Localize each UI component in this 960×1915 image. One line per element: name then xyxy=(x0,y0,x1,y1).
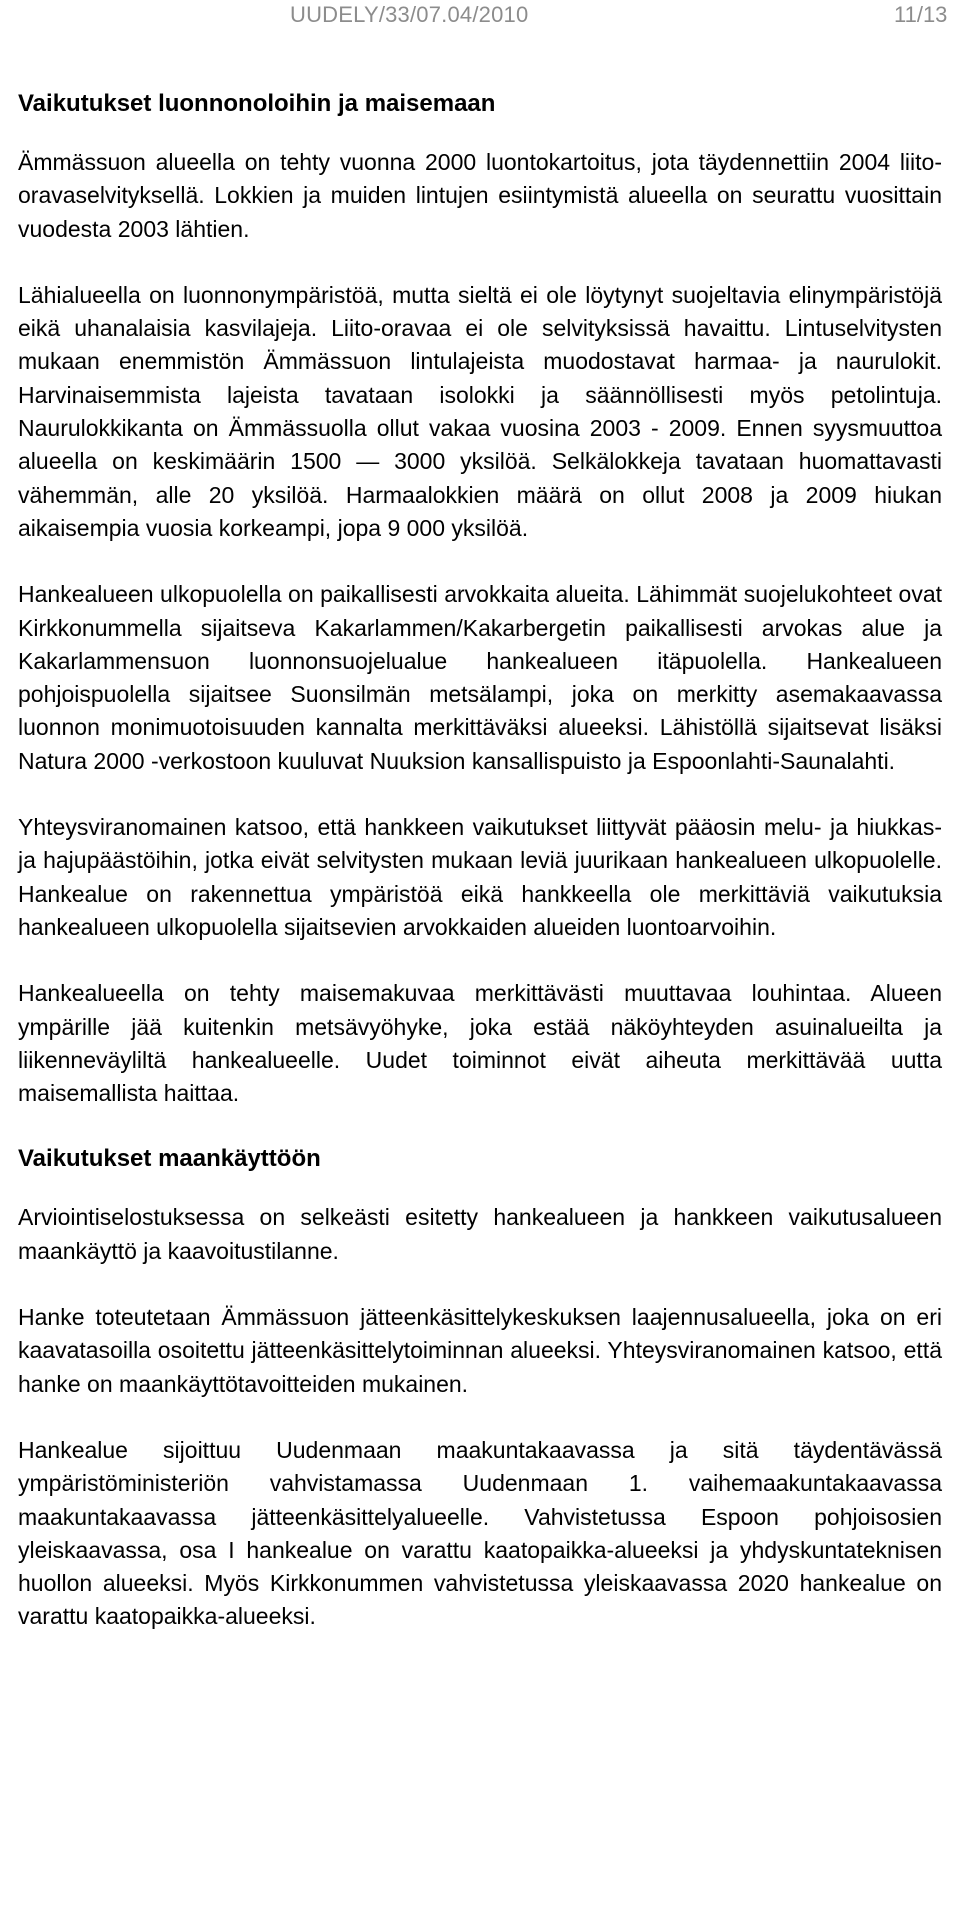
paragraph: Yhteysviranomainen katsoo, että hankkeen vaikutukset liittyvät pääosin melu- ja hiukkas- ja hajupäästöihin, jotka eivät selvitysten mukaan leviä juurikaan hankealueen ulkopuolelle. Hankealue on rakennettua ympäristöä eikä hankkeella ole merkittäviä vaikutuksia hankealueen ulkopuolella sijaitsevien arvokkaiden alueiden luontoarvoihin. xyxy=(18,814,942,940)
paragraph: Hankealue sijoittuu Uudenmaan maakuntakaavassa ja sitä täydentävässä ympäristöministeriön vahvistamassa Uudenmaan 1. vaihemaakuntakaavassa maakuntakaavassa jätteenkäsittelyalueelle. Vahvistetussa Espoon pohjoisosien yleiskaavassa, osa I hankealue on varattu kaatopaikka-alueeksi ja yhdyskuntateknisen huollon alueeksi. Myös Kirkkonummen vahvistetussa yleiskaavassa 2020 hankealue on varattu kaatopaikka-alueeksi. xyxy=(18,1436,942,1630)
section-title-nature: Vaikutukset luonnonoloihin ja maisemaan xyxy=(18,90,496,117)
page-header xyxy=(0,0,960,40)
document-body xyxy=(18,88,942,1667)
document-id: UUDELY/33/07.04/2010 xyxy=(290,2,529,27)
paragraph: Ämmässuon alueella on tehty vuonna 2000 luontokartoitus, jota täydennettiin 2004 liito-oravaselvityksellä. Lokkien ja muiden lintujen esiintymistä alueella on seurattu vuosittain vuodesta 2003 lähtien. xyxy=(18,149,942,242)
paragraph: Hanke toteutetaan Ämmässuon jätteenkäsittelykeskuksen laajennusalueella, joka on eri kaavatasoilla osoitettu jätteenkäsittelytoiminnan alueeksi. Yhteysviranomainen katsoo, että hanke on maankäyttötavoitteiden mukainen. xyxy=(18,1304,942,1397)
paragraph: Hankealueella on tehty maisemakuvaa merkittävästi muuttavaa louhintaa. Alueen ympärille jää kuitenkin metsävyöhyke, joka estää näköyhteyden asuinalueilta ja liikenneväyliltä hankealueelle. Uudet toiminnot eivät aiheuta merkittävää uutta maisemallista haittaa. xyxy=(18,980,942,1107)
page-number: 11/13 xyxy=(894,2,948,27)
paragraph: Arviointiselostuksessa on selkeästi esitetty hankealueen ja hankkeen vaikutusalueen maankäyttö ja kaavoitustilanne. xyxy=(18,1204,942,1264)
section-title-land-use: Vaikutukset maankäyttöön xyxy=(18,1145,321,1173)
paragraph: Hankealueen ulkopuolella on paikallisesti arvokkaita alueita. Lähimmät suojelukohteet ovat Kirkkonummella sijaitseva Kakarlammen/Kakarbergetin paikallisesti arvokas alue ja Kakarlammensuon luonnonsuojelualue hankealueen itäpuolella. Hankealueen pohjoispuolella sijaitsee Suonsilmän metsälampi, joka on merkitty asemakaavassa luonnon monimuotoisuuden kannalta merkittäväksi alueeksi. Lähistöllä sijaitsevat lisäksi Natura 2000 -verkostoon kuuluvat Nuuksion kansallispuisto ja Espoonlahti-Saunalahti. xyxy=(18,581,942,774)
paragraph: Lähialueella on luonnonympäristöä, mutta sieltä ei ole löytynyt suojeltavia elinympäristöjä eikä uhanalaisia kasvilajeja. Liito-oravaa ei ole selvityksissä havaittu. Lintuselvitysten mukaan enemmistön Ämmässuon lintulajeista muodostavat harmaa- ja naurulokit. Harvinaisemmista lajeista tavataan isolokki ja säännöllisesti myös petolintuja. Naurulokkikanta on Ämmässuolla ollut vakaa vuosina 2003 - 2009. Ennen syysmuuttoa alueella on keskimäärin 1500 — 3000 yksilöä. Selkälokkeja tavataan huomattavasti vähemmän, alle 20 yksilöä. Harmaalokkien määrä on ollut 2008 ja 2009 hiukan aikaisempia vuosia korkeampi, jopa 9 000 yksilöä. xyxy=(18,281,942,541)
